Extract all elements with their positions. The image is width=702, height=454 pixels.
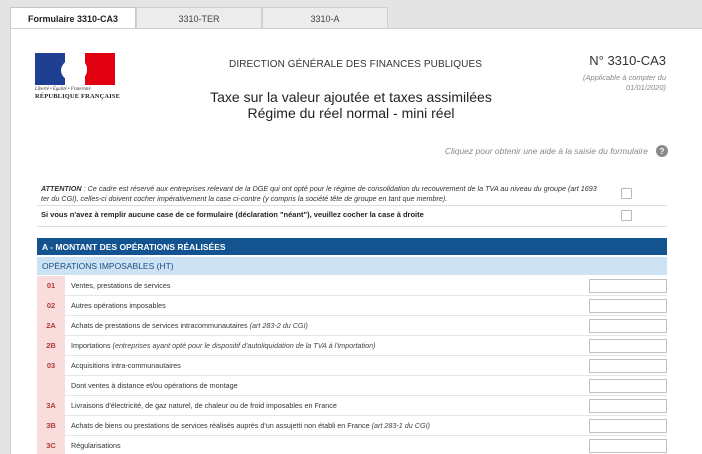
page-subtitle: Régime du réel normal - mini réel: [247, 105, 455, 121]
line-code: 2A: [37, 316, 65, 336]
amount-input-2a[interactable]: [589, 319, 667, 333]
form-number: N° 3310-CA3: [589, 53, 666, 68]
amount-input-3b[interactable]: [589, 419, 667, 433]
attention-text: : Ce cadre est réservé aux entreprises relevant de la DGE qui ont opté pour le régime de consolidation du recouvrement de la TVA au niveau du groupe (art 1693 ter du CGI), celles-ci doivent cocher impérativement la case ci-contre (y compris la société tête de groupe en tant que membre).: [41, 184, 597, 203]
help-link[interactable]: [445, 145, 668, 157]
line-label: Autres opérations imposables: [71, 301, 166, 310]
logo-motto: Liberté • Égalité • Fraternité: [35, 87, 91, 92]
line-code: 3A: [37, 396, 65, 416]
form-tabs: [10, 7, 388, 29]
amount-input-02[interactable]: [589, 299, 667, 313]
tab-formulaire-3310-ca3[interactable]: Formulaire 3310-CA3: [10, 7, 136, 29]
section-a-subheader: OPÉRATIONS IMPOSABLES (HT): [37, 257, 667, 275]
help-text: Cliquez pour obtenir une aide à la saisie du formulaire: [444, 146, 648, 156]
page-title: Taxe sur la valeur ajoutée et taxes assimilées: [210, 89, 492, 105]
line-label: Importations (entreprises ayant opté pour le dispositif d'autoliquidation de la TVA à l'importation): [71, 341, 376, 350]
attention-prefix: ATTENTION: [41, 184, 82, 193]
amount-input-3c[interactable]: [589, 439, 667, 453]
tab-3310-ter[interactable]: 3310-TER: [136, 7, 262, 29]
line-label: Livraisons d'électricité, de gaz naturel, de chaleur ou de froid imposables en France: [71, 401, 337, 410]
table-row: [37, 436, 667, 454]
line-code: 02: [37, 296, 65, 316]
operations-table: [37, 276, 667, 454]
table-row: [37, 276, 667, 296]
form-page: [10, 28, 702, 454]
tab-3310-a[interactable]: 3310-A: [262, 7, 388, 29]
line-code: [37, 376, 65, 396]
amount-input-03[interactable]: [589, 359, 667, 373]
marianne-flag-icon: [35, 53, 115, 85]
table-row: [37, 396, 667, 416]
amount-input-2b[interactable]: [589, 339, 667, 353]
line-code: 3C: [37, 436, 65, 454]
line-label: Achats de prestations de services intracommunautaires (art 283-2 du CGI): [71, 321, 308, 330]
table-row: [37, 356, 667, 376]
section-a-header: A - MONTANT DES OPÉRATIONS RÉALISÉES: [37, 238, 667, 255]
table-row: [37, 416, 667, 436]
table-row: [37, 376, 667, 396]
amount-input-3a[interactable]: [589, 399, 667, 413]
neant-checkbox[interactable]: [621, 210, 632, 221]
line-code: 03: [37, 356, 65, 376]
applicable-date: (Applicable à compter du 01/01/2020): [583, 73, 666, 92]
table-row: [37, 336, 667, 356]
amount-input-01[interactable]: [589, 279, 667, 293]
line-label: Régularisations: [71, 441, 121, 450]
administration-name: DIRECTION GÉNÉRALE DES FINANCES PUBLIQUES: [229, 59, 483, 70]
question-circle-icon[interactable]: ?: [656, 145, 668, 157]
line-code: 3B: [37, 416, 65, 436]
attention-notice: [41, 184, 601, 204]
logo-republique: RÉPUBLIQUE FRANÇAISE: [35, 93, 121, 100]
table-row: [37, 296, 667, 316]
line-label: Ventes, prestations de services: [71, 281, 171, 290]
neant-instruction: Si vous n'avez à remplir aucune case de ce formulaire (déclaration "néant"), veuillez cocher la case à droite: [41, 210, 424, 219]
amount-input-distance[interactable]: [589, 379, 667, 393]
line-code: 2B: [37, 336, 65, 356]
divider: [37, 205, 667, 206]
line-label: Achats de biens ou prestations de services réalisés auprès d'un assujetti non établi en France (art 283-1 du CGI): [71, 421, 430, 430]
line-label: Dont ventes à distance et/ou opérations de montage: [71, 381, 238, 390]
consolidation-checkbox[interactable]: [621, 188, 632, 199]
line-label: Acquisitions intra-communautaires: [71, 361, 181, 370]
divider: [37, 226, 667, 227]
line-code: 01: [37, 276, 65, 296]
table-row: [37, 316, 667, 336]
